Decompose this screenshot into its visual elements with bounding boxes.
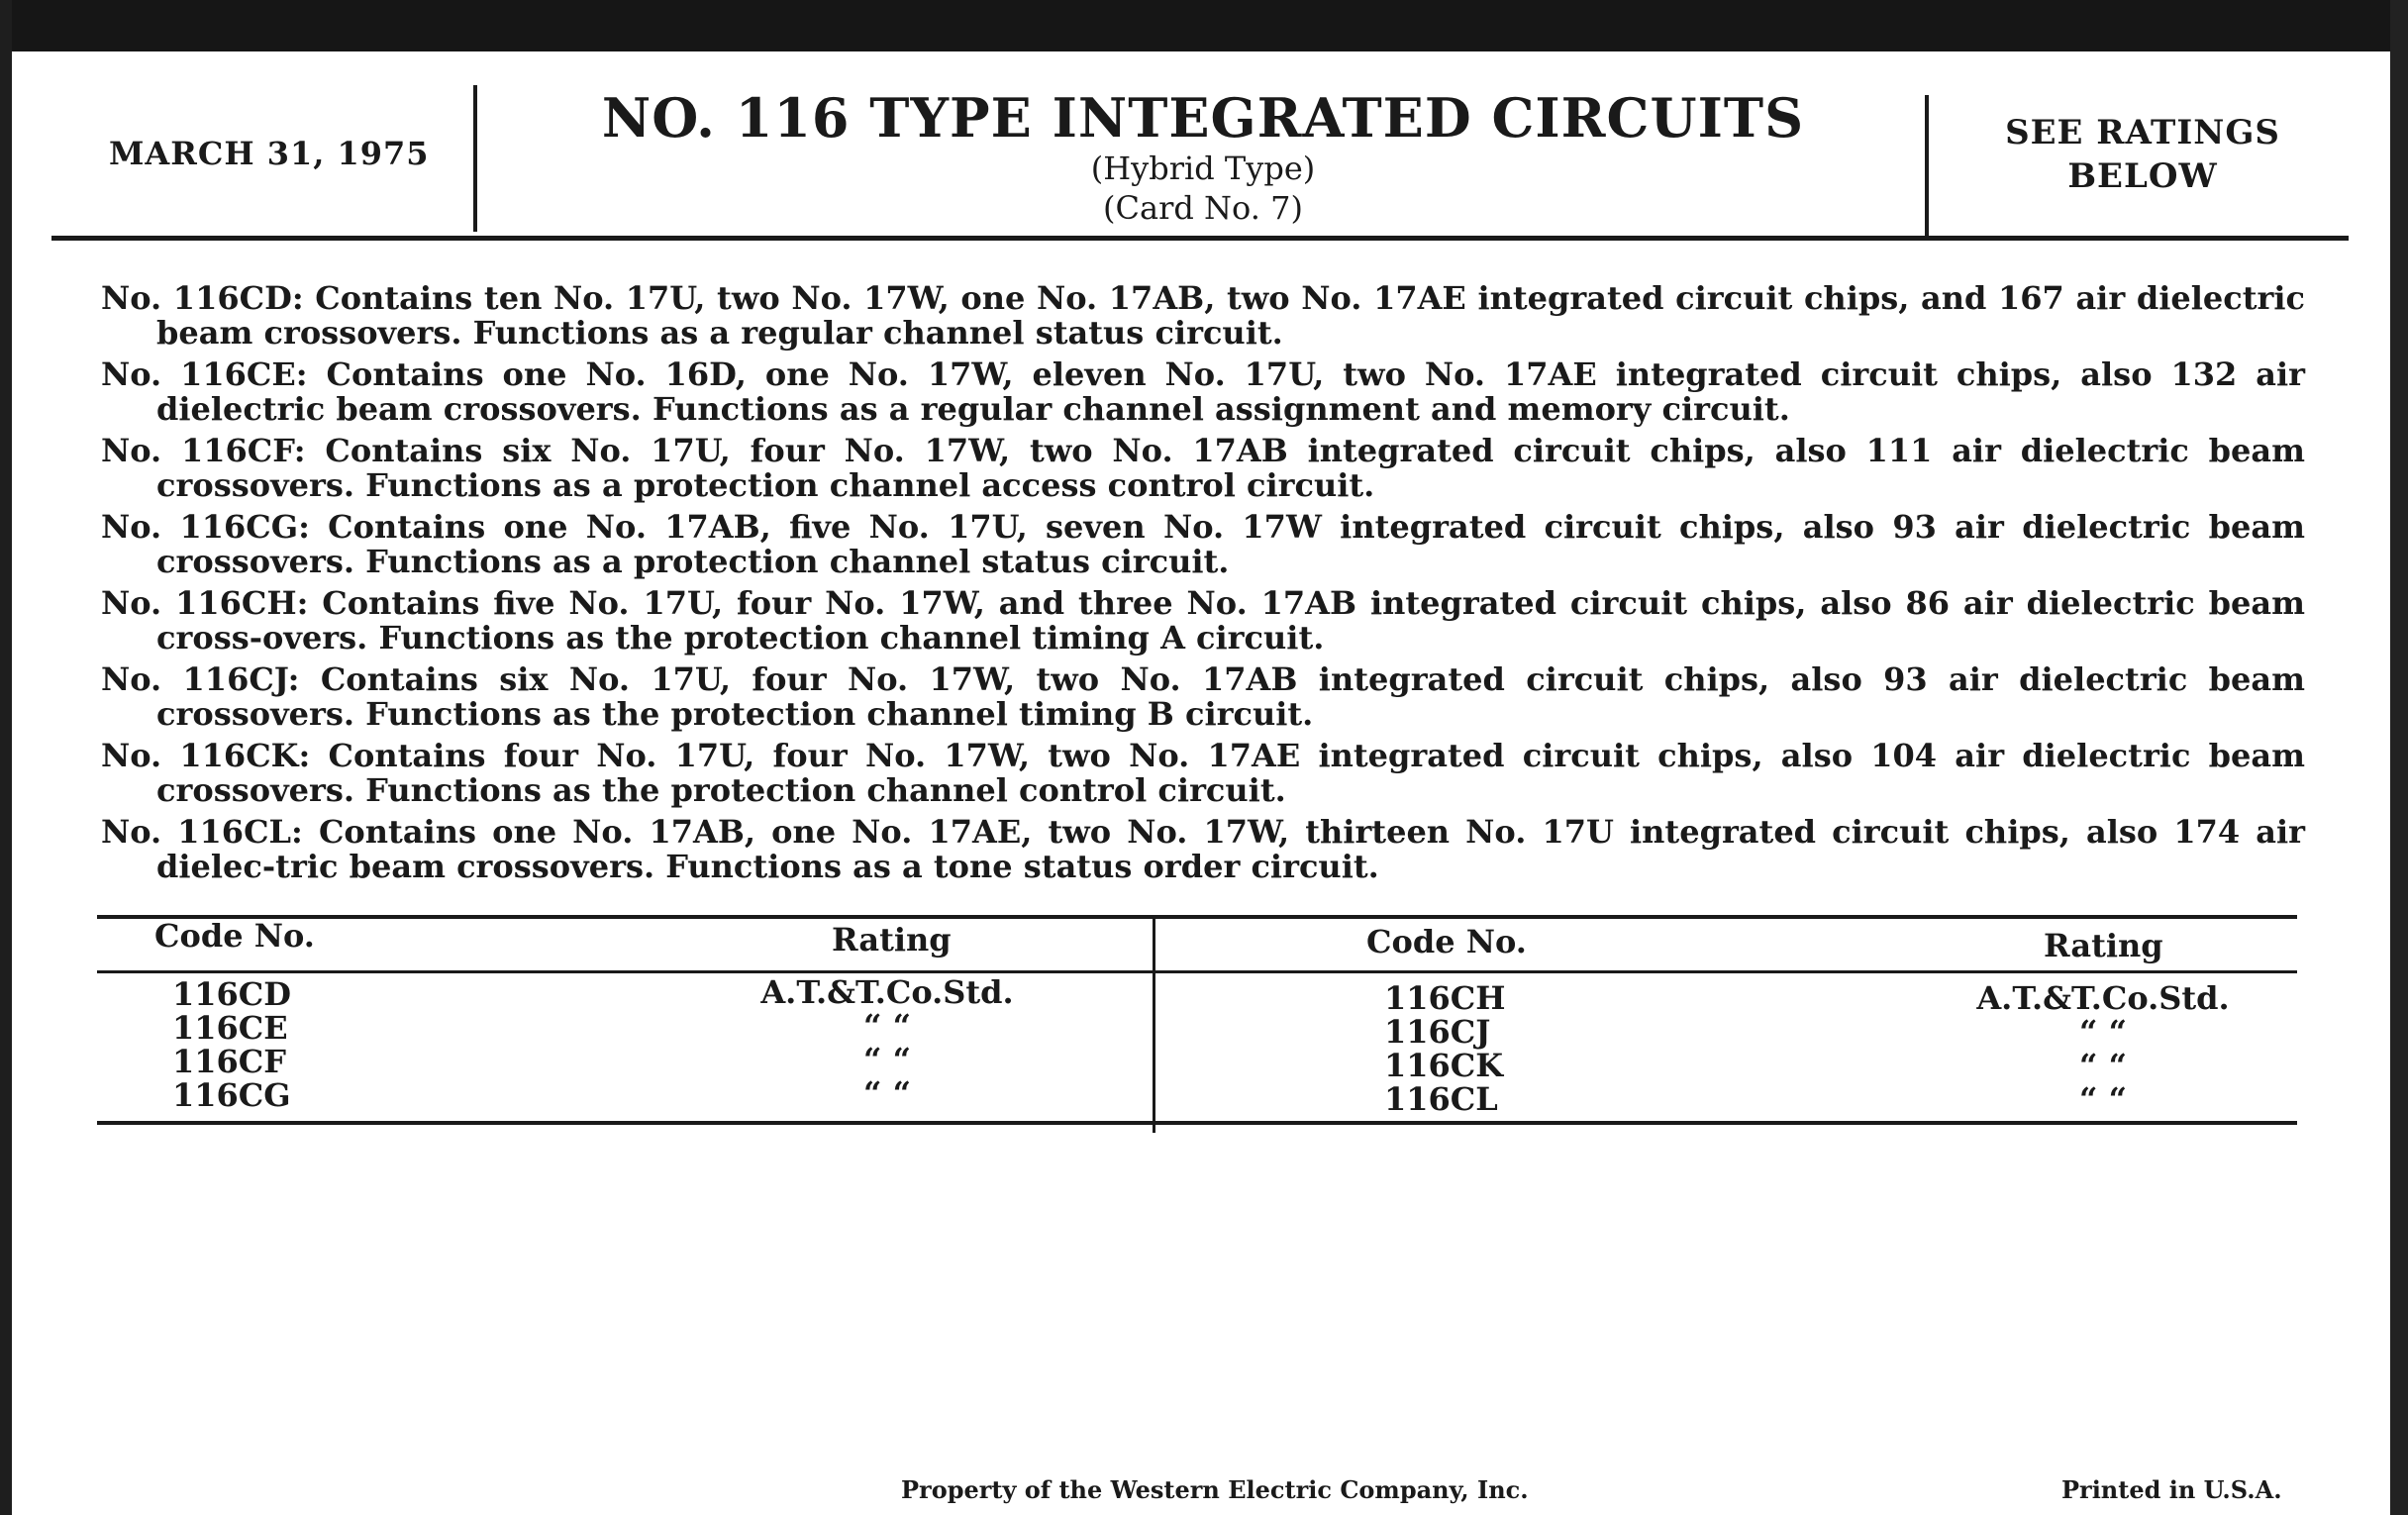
scan-right-border	[2390, 0, 2408, 1515]
table-row-code: 116CK	[1384, 1047, 1504, 1084]
table-row-rating: “ “	[863, 1074, 911, 1112]
table-row-rating: A.T.&T.Co.Std.	[760, 973, 1014, 1011]
printed-notice: Printed in U.S.A.	[2061, 1475, 2282, 1504]
entry-list	[101, 281, 2305, 891]
table-row-code: 116CJ	[1384, 1013, 1491, 1051]
left-rating-header: Rating	[832, 921, 952, 959]
card-title: NO. 116 TYPE INTEGRATED CIRCUITS	[601, 86, 1805, 150]
table-row-code: 116CD	[172, 975, 292, 1013]
header-rule	[51, 236, 2349, 241]
table-row-rating: “ “	[863, 1041, 911, 1078]
table-header-rule	[97, 970, 2297, 973]
right-rating-header: Rating	[2044, 927, 2163, 964]
table-row-rating: A.T.&T.Co.Std.	[1976, 979, 2230, 1017]
card-date: MARCH 31, 1975	[109, 135, 430, 172]
table-row-rating: “ “	[2079, 1047, 2127, 1084]
entry-116ch: No. 116CH: Contains five No. 17U, four No. 17W, and three No. 17AB integrated circuit chips, also 86 air dielectric beam cross-overs. Functions as the protection channel timing A circuit.	[101, 584, 2305, 656]
card-title-block	[479, 87, 1927, 228]
table-top-rule	[97, 915, 2297, 919]
ratings-note-line1: SEE RATINGS	[2005, 113, 2280, 152]
card-subtitle-type: (Hybrid Type)	[1090, 150, 1316, 187]
entry-116ck: No. 116CK: Contains four No. 17U, four No. 17W, two No. 17AE integrated circuit chips, also 104 air dielectric beam crossovers. Functions as the protection channel control circuit.	[101, 737, 2305, 809]
ratings-note	[1933, 111, 2353, 198]
header-divider-left	[473, 85, 477, 232]
right-code-header: Code No.	[1366, 923, 1527, 960]
entry-116cd: No. 116CD: Contains ten No. 17U, two No. 17W, one No. 17AB, two No. 17AE integrated circuit chips, and 167 air dielectric beam crossovers. Functions as a regular channel status circuit.	[101, 279, 2305, 352]
table-row-code: 116CF	[172, 1043, 286, 1080]
table-center-divider	[1153, 917, 1155, 1133]
table-bottom-rule	[97, 1121, 2297, 1125]
table-row-rating: “ “	[2079, 1080, 2127, 1118]
ratings-note-line2: BELOW	[2067, 156, 2218, 196]
entry-116ce: No. 116CE: Contains one No. 16D, one No. 17W, eleven No. 17U, two No. 17AE integrated circuit chips, also 132 air dielectric beam crossovers. Functions as a regular channel assignment and memory circuit.	[101, 355, 2305, 428]
left-code-header: Code No.	[154, 917, 315, 955]
entry-116cl: No. 116CL: Contains one No. 17AB, one No. 17AE, two No. 17W, thirteen No. 17U integrated circuit chips, also 174 air dielec-tric beam crossovers. Functions as a tone status order circuit.	[101, 813, 2305, 885]
entry-116cg: No. 116CG: Contains one No. 17AB, five No. 17U, seven No. 17W integrated circuit chips, also 93 air dielectric beam crossovers. Functions as a protection channel status circuit.	[101, 508, 2305, 580]
table-row-rating: “ “	[2079, 1013, 2127, 1051]
entry-116cf: No. 116CF: Contains six No. 17U, four No. 17W, two No. 17AB integrated circuit chips, also 111 air dielectric beam crossovers. Functions as a protection channel access control circuit.	[101, 432, 2305, 504]
scan-top-border	[0, 0, 2408, 51]
card-subtitle-number: (Card No. 7)	[1103, 189, 1303, 227]
table-row-code: 116CL	[1384, 1080, 1498, 1118]
entry-116cj: No. 116CJ: Contains six No. 17U, four No. 17W, two No. 17AB integrated circuit chips, also 93 air dielectric beam crossovers. Functions as the protection channel timing B circuit.	[101, 660, 2305, 733]
table-row-code: 116CE	[172, 1009, 288, 1047]
table-row-code: 116CG	[172, 1076, 291, 1114]
table-row-rating: “ “	[863, 1007, 911, 1045]
header-divider-right	[1925, 95, 1929, 240]
scan-left-border	[0, 0, 12, 1515]
table-row-code: 116CH	[1384, 979, 1506, 1017]
property-notice: Property of the Western Electric Company, Inc.	[901, 1475, 1529, 1504]
